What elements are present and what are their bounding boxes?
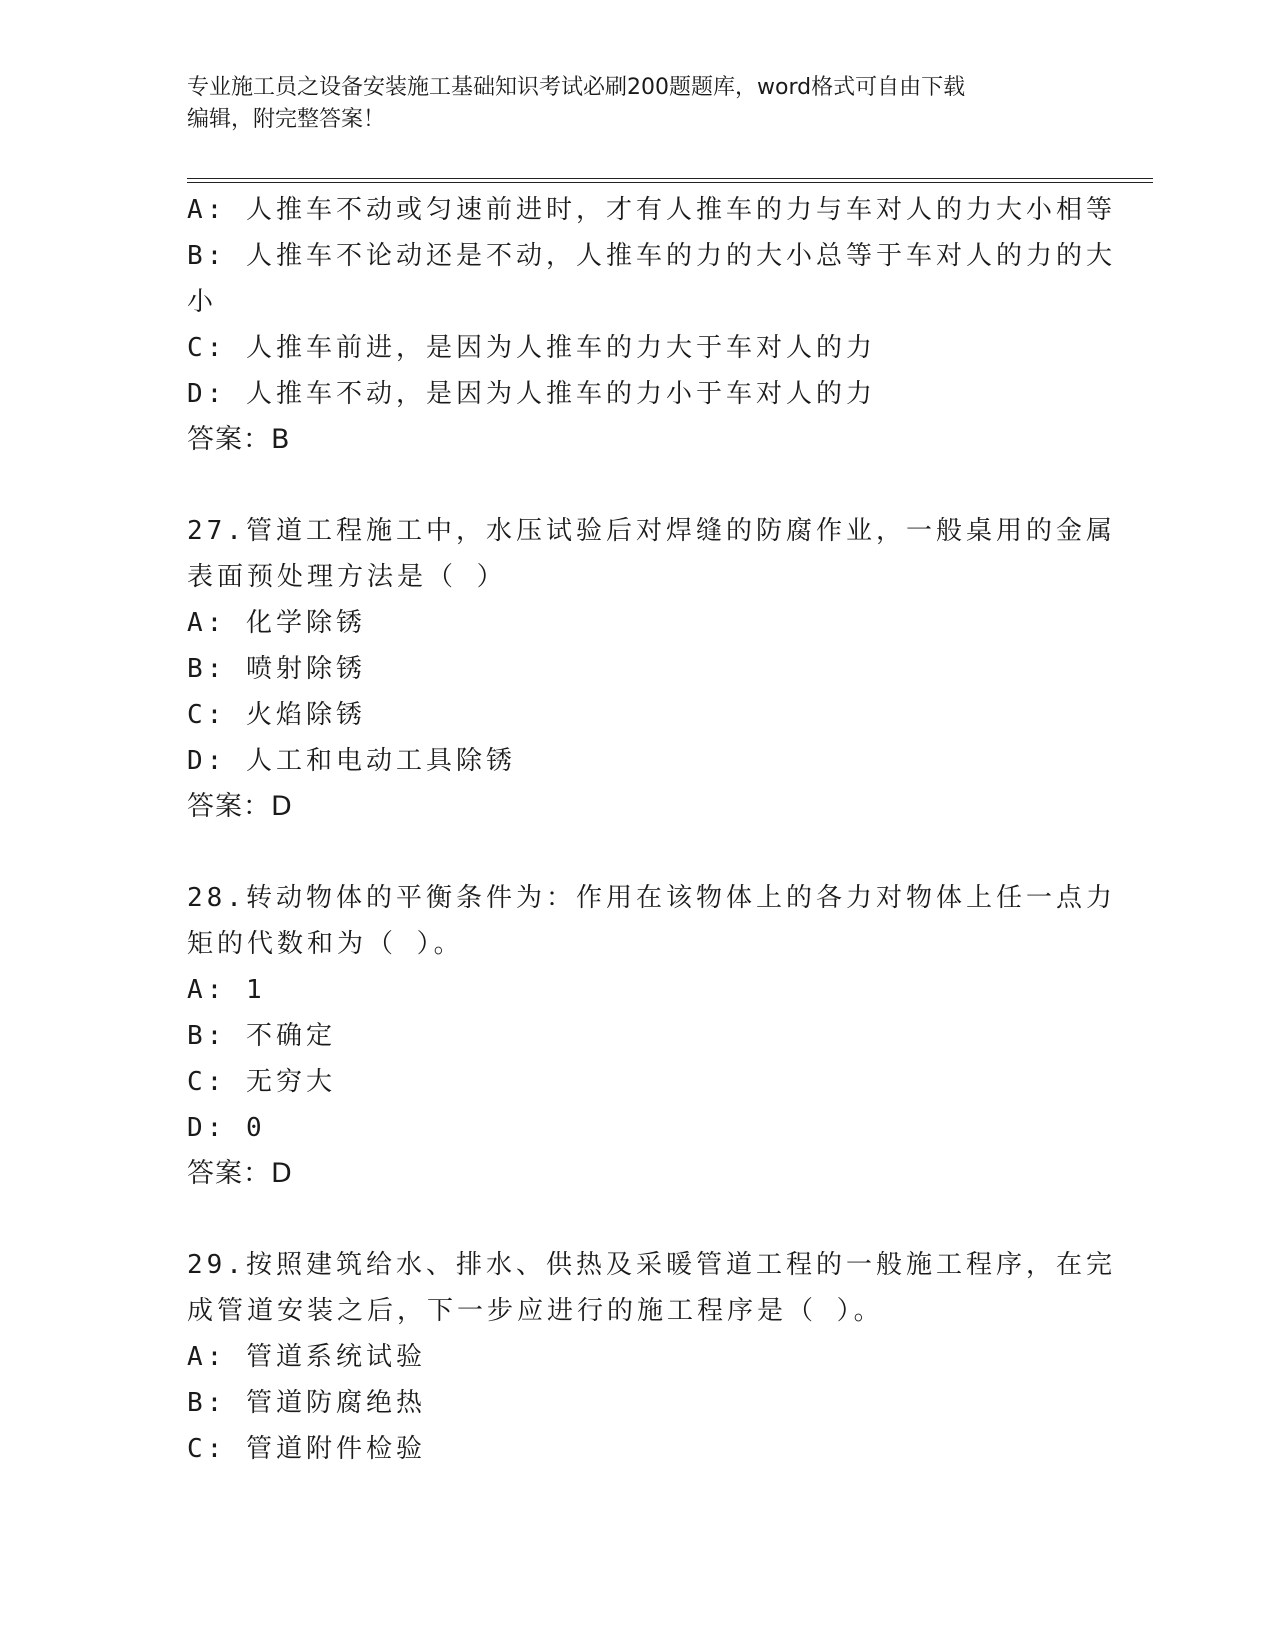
option-b: B: 喷射除锈	[187, 654, 366, 684]
answer: 答案：B	[187, 424, 291, 455]
option-a: A: 人推车不动或匀速前进时，才有人推车的力与车对人的力大小相等	[187, 195, 1116, 225]
question-text-line-1: 27.管道工程施工中，水压试验后对焊缝的防腐作业，一般桌用的金属	[187, 516, 1116, 546]
question-28	[187, 875, 1116, 1197]
option-c: C: 无穷大	[187, 1067, 336, 1097]
question-27	[187, 508, 1116, 830]
question-text-line-2: 表面预处理方法是（ ）	[187, 562, 507, 592]
question-text-line-1: 29.按照建筑给水、排水、供热及采暖管道工程的一般施工程序，在完	[187, 1250, 1116, 1280]
option-c: C: 人推车前进，是因为人推车的力大于车对人的力	[187, 333, 876, 363]
header-title-line-2: 编辑，附完整答案！	[187, 107, 386, 132]
option-d: D: 0	[187, 1113, 266, 1143]
question-29	[187, 1242, 1116, 1472]
question-text-line-2: 矩的代数和为（ ）。	[187, 929, 464, 959]
option-b-continued: 小	[187, 287, 218, 317]
option-c: C: 火焰除锈	[187, 700, 366, 730]
question-text-line-2: 成管道安装之后，下一步应进行的施工程序是（ ）。	[187, 1296, 884, 1326]
answer: 答案：D	[187, 791, 293, 822]
answer: 答案：D	[187, 1158, 293, 1189]
header-title-line-1: 专业施工员之设备安装施工基础知识考试必刷200题题库，word格式可自由下载	[187, 75, 966, 100]
option-c: C: 管道附件检验	[187, 1434, 426, 1464]
option-b: B: 管道防腐绝热	[187, 1388, 426, 1418]
option-d: D: 人推车不动，是因为人推车的力小于车对人的力	[187, 379, 876, 409]
option-d: D: 人工和电动工具除锈	[187, 746, 516, 776]
option-b: B: 人推车不论动还是不动，人推车的力的大小总等于车对人的力的大	[187, 241, 1116, 271]
question-list	[187, 187, 1116, 1472]
option-b: B: 不确定	[187, 1021, 336, 1051]
document-header	[187, 72, 1087, 136]
question-text-line-1: 28.转动物体的平衡条件为：作用在该物体上的各力对物体上任一点力	[187, 883, 1116, 913]
option-a: A: 管道系统试验	[187, 1342, 426, 1372]
option-a: A: 化学除锈	[187, 608, 366, 638]
option-a: A: 1	[187, 975, 266, 1005]
question-26	[187, 187, 1116, 463]
header-divider	[187, 178, 1153, 183]
